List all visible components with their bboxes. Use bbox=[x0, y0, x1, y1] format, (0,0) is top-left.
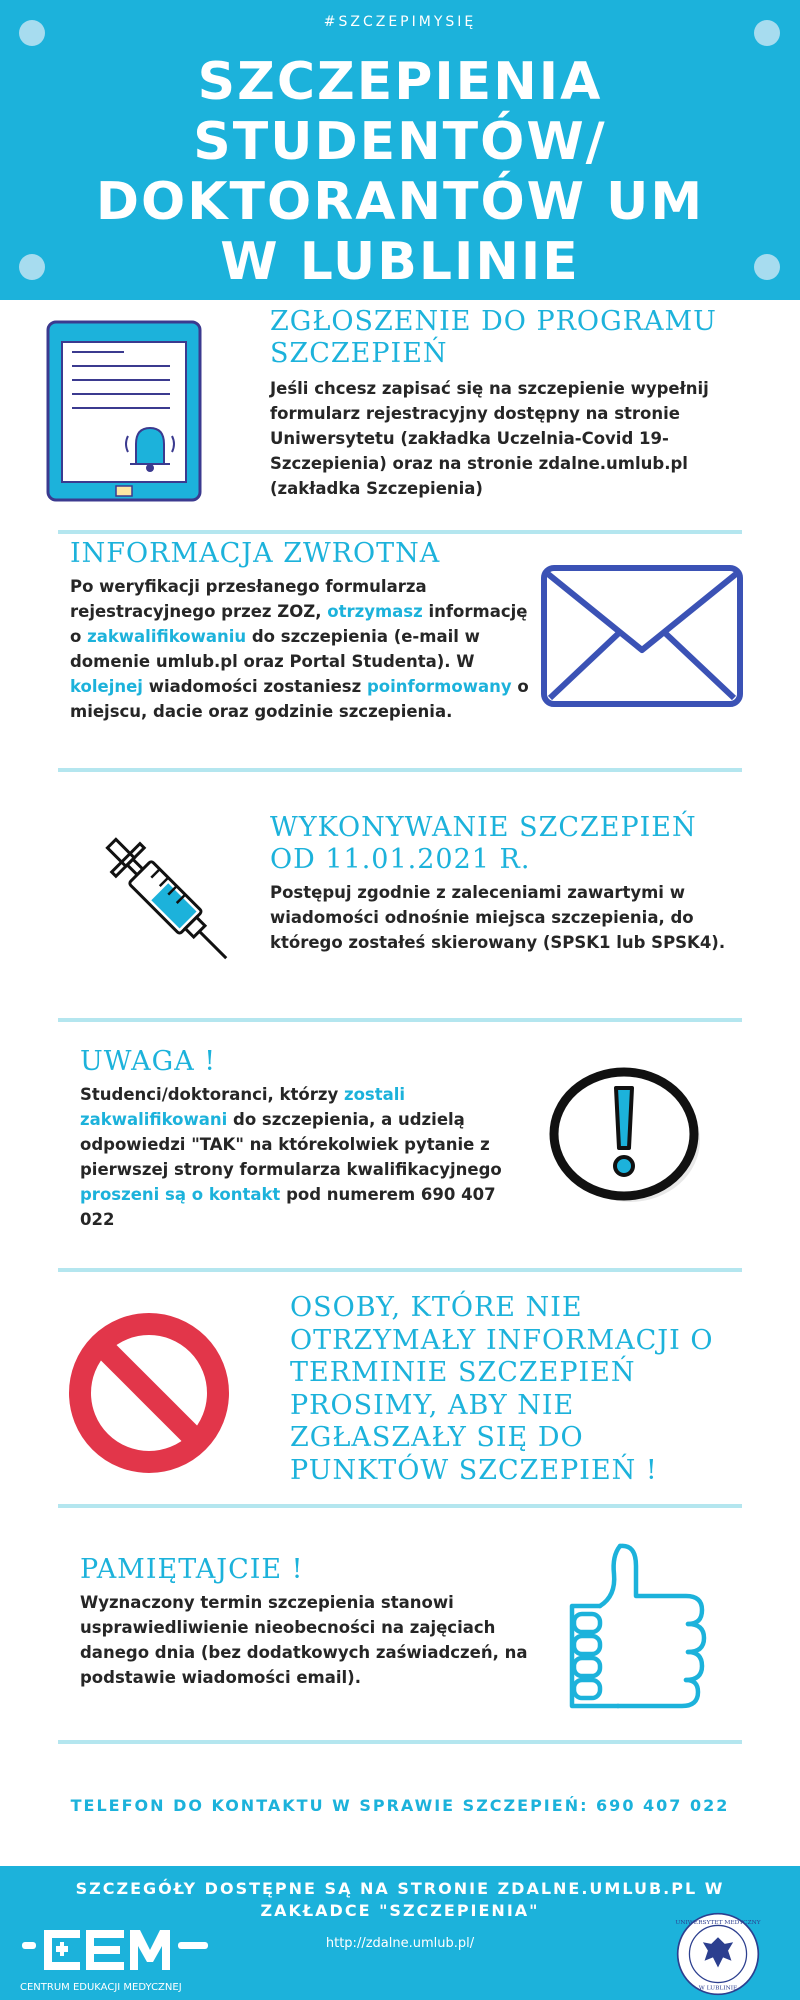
title-line: STUDENTÓW/ bbox=[193, 112, 607, 172]
contact-phone: TELEFON DO KONTAKTU W SPRAWIE SZCZEPIEŃ: 690 407 022 bbox=[70, 1796, 730, 1815]
highlight-qualified: zostali zakwalifikowani bbox=[80, 1085, 406, 1129]
stop-sign-icon bbox=[68, 1312, 230, 1474]
registration-title: ZGŁOSZENIE DO PROGRAMU SZCZEPIEŃ bbox=[270, 306, 717, 369]
divider bbox=[58, 768, 742, 772]
exclamation-icon bbox=[546, 1060, 706, 1210]
divider bbox=[58, 1740, 742, 1744]
highlight-informed: poinformowany bbox=[366, 677, 512, 696]
warning-text-part: Studenci/doktoranci, którzy bbox=[80, 1085, 344, 1104]
feedback-text-part: do szczepienia (e-mail w domenie umlub.pl oraz Portal Studenta). W bbox=[70, 627, 480, 671]
highlight-qualified: zakwalifikowaniu bbox=[87, 627, 247, 646]
feedback-text-part: wiadomości zostaniesz bbox=[142, 677, 367, 696]
remember-text: Wyznaczony termin szczepienia stanowi usprawiedliwienie nieobecności na zajęciach danego dnia (bez dodatkowych zaświadczeń, na podstawie wiadomości email). bbox=[80, 1593, 528, 1687]
feedback-text bbox=[70, 574, 540, 724]
highlight-next: kolejnej bbox=[70, 677, 143, 696]
divider bbox=[58, 1504, 742, 1508]
warning-text bbox=[80, 1082, 530, 1232]
warning-title: UWAGA ! bbox=[80, 1046, 217, 1077]
cem-logo bbox=[20, 1916, 210, 1986]
cem-name: CENTRUM EDUKACJI MEDYCZNEJ bbox=[20, 1982, 182, 1993]
feedback-text-part: Po weryfikacji przesłanego formularza rejestracyjnego przez ZOZ, bbox=[70, 577, 427, 621]
decor-dot bbox=[754, 254, 780, 280]
seal-bottom-text: W LUBLINIE bbox=[698, 1985, 738, 1992]
hashtag: #SZCZEPIMYSIĘ bbox=[323, 14, 477, 30]
feedback-title: INFORMACJA ZWROTNA bbox=[70, 538, 441, 569]
divider bbox=[58, 1268, 742, 1272]
university-seal bbox=[668, 1912, 768, 1996]
warning-text-part: pod numerem 690 407 022 bbox=[80, 1185, 496, 1229]
divider bbox=[58, 530, 742, 534]
highlight-contact: proszeni są o kontakt bbox=[80, 1185, 281, 1204]
seal-top-text: UNIWERSYTET MEDYCZNY bbox=[675, 1919, 761, 1926]
warning-text-part: do szczepienia, a udzielą odpowiedzi "TAK" na którekolwiek pytanie z pierwszej strony formularza kwalifikacyjnego bbox=[80, 1110, 502, 1179]
highlight-receive: otrzymasz bbox=[327, 602, 423, 621]
decor-dot bbox=[19, 254, 45, 280]
registration-text: Jeśli chcesz zapisać się na szczepienie wypełnij formularz rejestracyjny dostępny na stronie Uniwersytetu (zakładka Uczelnia-Covid 19-Szczepienia) oraz na stronie zdalne.umlub.pl (zakładka Szczepienia) bbox=[270, 379, 709, 498]
envelope-icon bbox=[540, 564, 744, 708]
remember-title: PAMIĘTAJCIE ! bbox=[80, 1554, 304, 1585]
tablet-bell-icon bbox=[44, 318, 204, 504]
syringe-icon bbox=[76, 808, 252, 984]
feedback-text-part: o miejscu, dacie oraz godzinie szczepienia. bbox=[70, 677, 529, 721]
vaccination-text: Postępuj zgodnie z zaleceniami zawartymi w wiadomości odnośnie miejsca szczepienia, do którego zostałeś skierowany (SPSK1 lub SPSK4). bbox=[270, 883, 726, 952]
footer-link[interactable]: http://zdalne.umlub.pl/ bbox=[325, 1936, 475, 1951]
notice-title: OSOBY, KTÓRE NIE OTRZYMAŁY INFORMACJI O TERMINIE SZCZEPIEŃ PROSIMY, ABY NIE ZGŁASZAŁY SIĘ DO PUNKTÓW SZCZEPIEŃ ! bbox=[290, 1292, 714, 1486]
vaccination-title: WYKONYWANIE SZCZEPIEŃ OD 11.01.2021 R. bbox=[270, 812, 697, 875]
feedback-text-part: informację o bbox=[70, 602, 528, 646]
title-line: SZCZEPIENIA bbox=[197, 52, 603, 112]
footer-details: SZCZEGÓŁY DOSTĘPNE SĄ NA STRONIE ZDALNE.UMLUB.PL W ZAKŁADCE "SZCZEPIENIA" bbox=[75, 1879, 725, 1920]
page-title bbox=[60, 52, 740, 292]
thumbs-up-icon bbox=[566, 1540, 716, 1716]
title-line: DOKTORANTÓW UM bbox=[95, 172, 705, 232]
title-line: W LUBLINIE bbox=[220, 232, 580, 292]
divider bbox=[58, 1018, 742, 1022]
